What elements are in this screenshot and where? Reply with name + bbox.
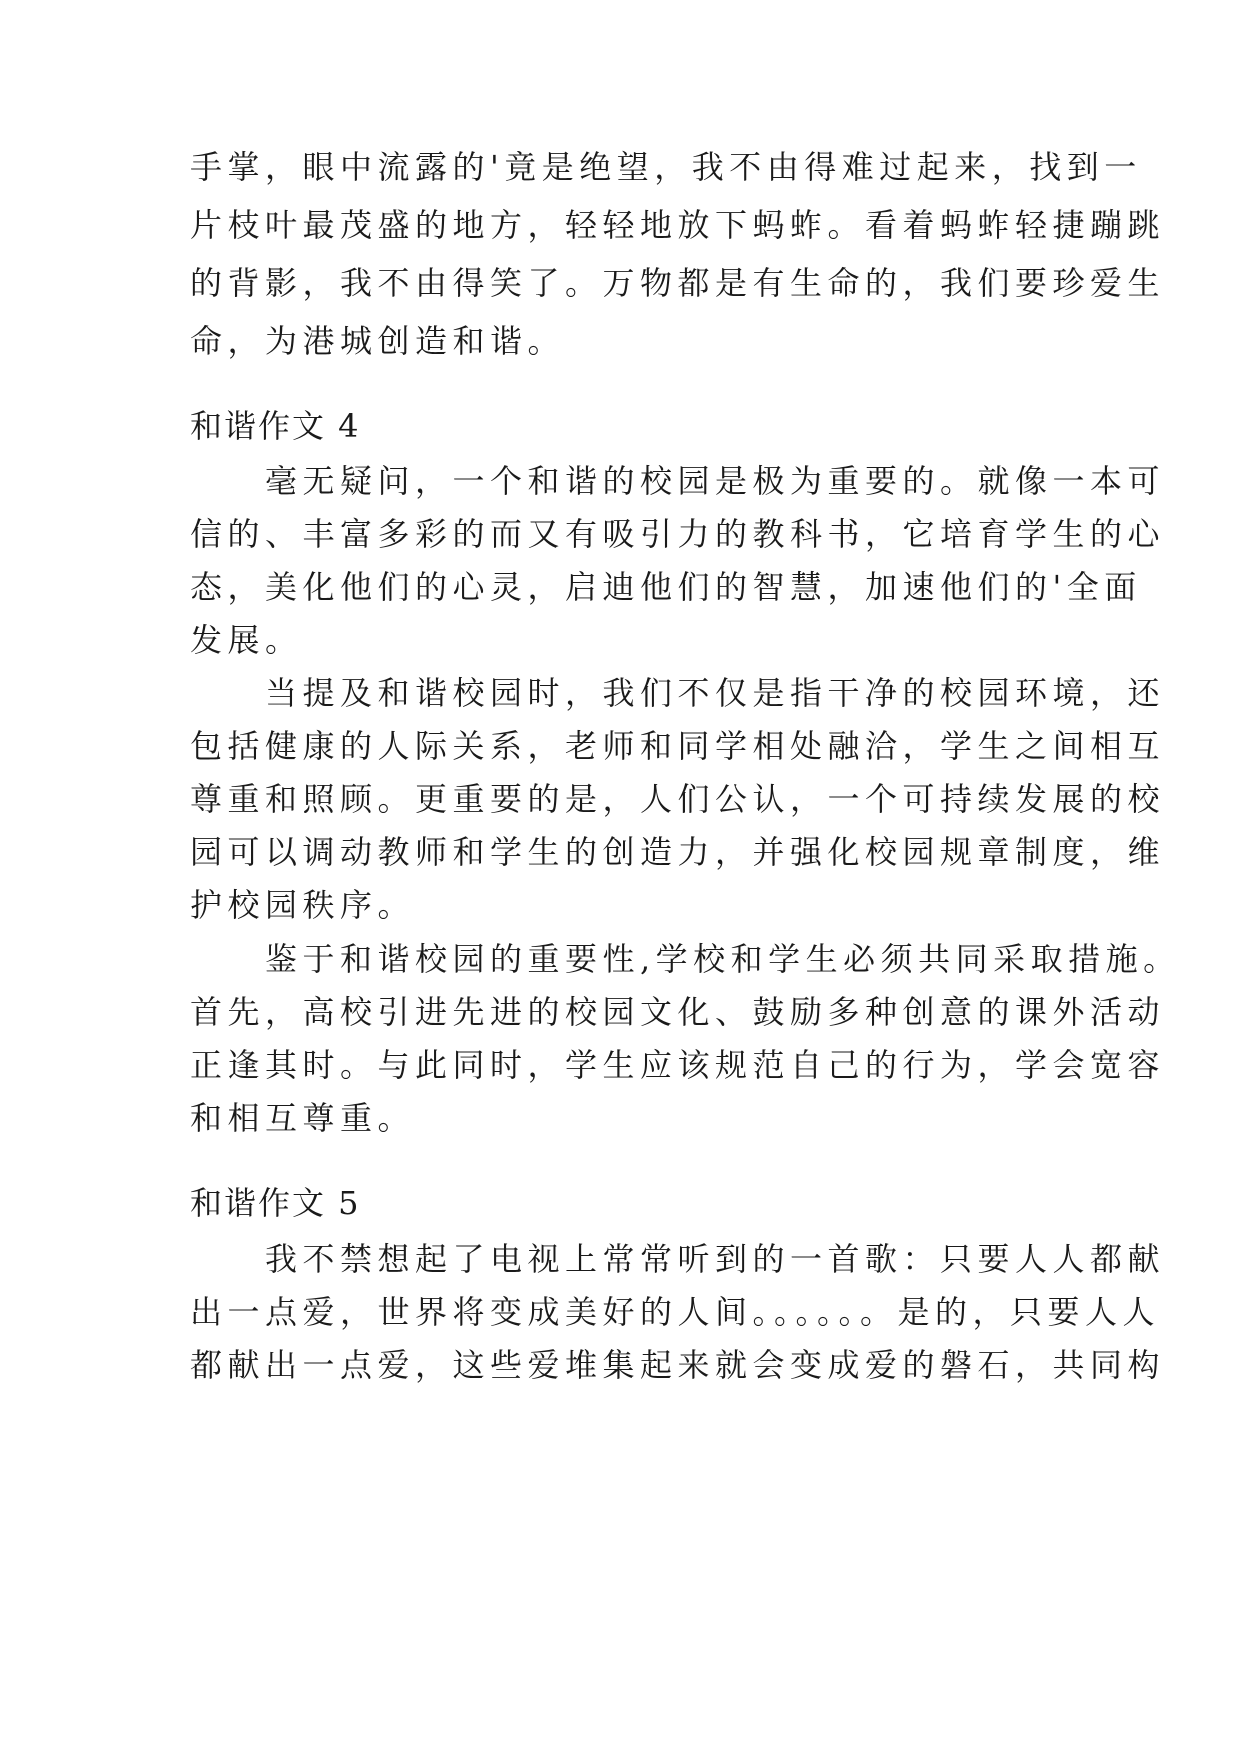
paragraph-line: 的背影，我不由得笑了。万物都是有生命的，我们要珍爱生: [190, 264, 1166, 302]
paragraph-line: 包括健康的人际关系，老师和同学相处融洽，学生之间相互: [190, 727, 1166, 765]
paragraph-line: 我不禁想起了电视上常常听到的一首歌：只要人人都献: [190, 1240, 1166, 1278]
paragraph-line: 首先，高校引进先进的校园文化、鼓励多种创意的课外活动: [190, 993, 1166, 1031]
paragraph-line: 当提及和谐校园时，我们不仅是指干净的校园环境，还: [190, 674, 1166, 712]
paragraph-line: 发展。: [190, 621, 303, 659]
paragraph-line: 都献出一点爱，这些爱堆集起来就会变成爱的磐石，共同构: [190, 1346, 1166, 1384]
paragraph-line: 毫无疑问，一个和谐的校园是极为重要的。就像一本可: [190, 462, 1166, 500]
section-heading-4: 和谐作文 4: [190, 407, 361, 445]
paragraph-line: 命，为港城创造和谐。: [190, 322, 566, 360]
paragraph-line: 手掌，眼中流露的'竟是绝望，我不由得难过起来，找到一: [190, 148, 1142, 186]
paragraph-line: 出一点爱，世界将变成美好的人间。。。。。。是的，只要人人: [190, 1293, 1161, 1331]
paragraph-line: 园可以调动教师和学生的创造力，并强化校园规章制度，维: [190, 833, 1166, 871]
section-heading-5: 和谐作文 5: [190, 1184, 361, 1222]
paragraph-line: 和相互尊重。: [190, 1099, 416, 1137]
paragraph-line: 信的、丰富多彩的而又有吸引力的教科书，它培育学生的心: [190, 515, 1166, 553]
paragraph-line: 态，美化他们的心灵，启迪他们的智慧，加速他们的'全面: [190, 568, 1142, 606]
paragraph-line: 尊重和照顾。更重要的是，人们公认，一个可持续发展的校: [190, 780, 1166, 818]
paragraph-line: 正逢其时。与此同时，学生应该规范自己的行为，学会宽容: [190, 1046, 1166, 1084]
paragraph-line: 片枝叶最茂盛的地方，轻轻地放下蚂蚱。看着蚂蚱轻捷蹦跳: [190, 206, 1166, 244]
paragraph-line: 鉴于和谐校园的重要性,学校和学生必须共同采取措施。: [190, 940, 1181, 978]
paragraph-line: 护校园秩序。: [190, 886, 416, 924]
